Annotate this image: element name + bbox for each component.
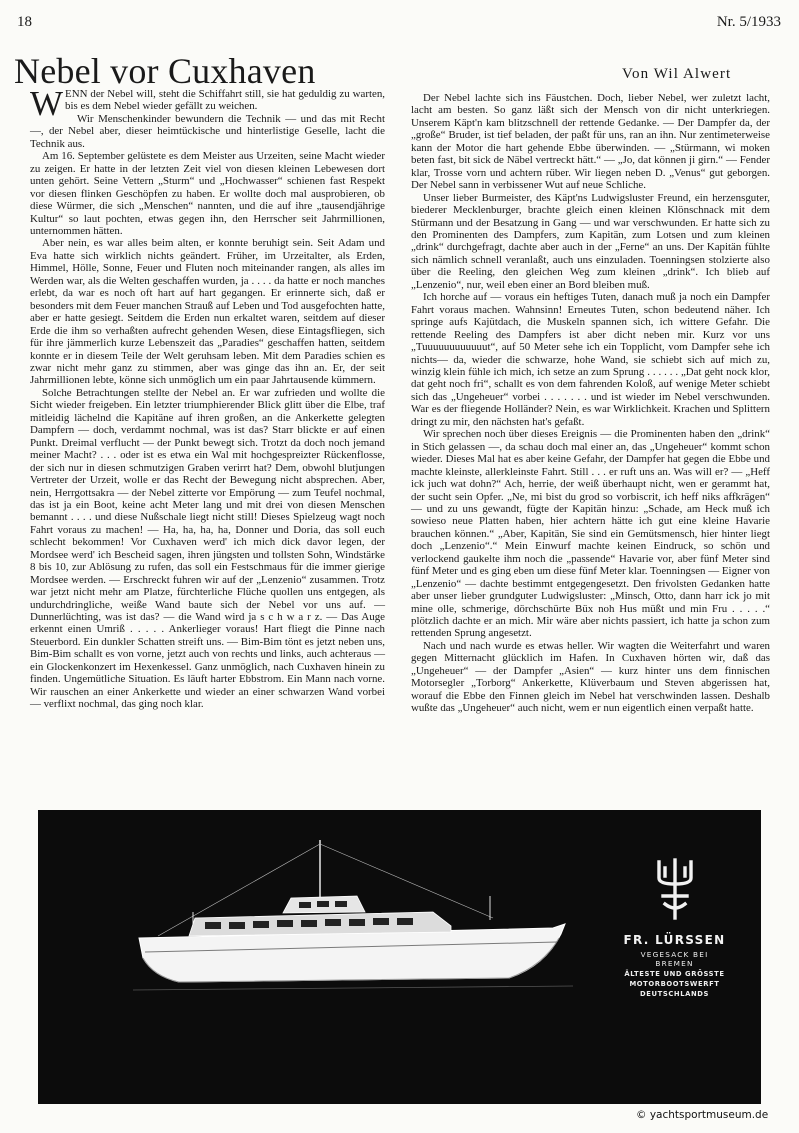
paragraph: Der Nebel lachte sich ins Fäustchen. Doch, lieber Nebel, wer zuletzt lacht, lacht am besten. So ganz läßt sich der Mensch von dir nicht unterkriegen. Unserem Käpt'n kam blitzschnell der rettende Gedanke. — Der Dampfer da, der „große“ Bruder, ist tief beladen, der paßt für uns, ran an ihn. Nur zentimeterweise kann der Motor die hart gehende Ebbe überwinden. — „Stürmann, wi moken beten fast, bit sick de Näbel vertreckt hätt.“ — „Jo, dat können ji girn.“ — Fender klar, Trosse vorn und achtern rüber. Wir liegen neben D. „Venus“ gut geborgen. Der Nebel sann in verbissener Wut auf neue Schliche. bbox=[411, 92, 770, 192]
issue-number: Nr. 5/1933 bbox=[716, 14, 781, 30]
paragraph: Wir sprechen noch über dieses Ereignis — die Prominenten haben den „drink“ in Stich gelassen —, da schau doch mal einer an, das „Ungeheuer“ kommt schon wieder. Dieses Mal hat es aber keine Gefahr, der Dampfer hat gegen die Ebbe und machte kleinste, allerkleinste Fahrt. Still . . . er ruft uns an. Was will er? — „Heff ick juch wat dohn?“ Ach, herrie, der weiß überhaupt nicht, wen er gerammt hat, der sucht sein Opfer. „Ne, mi bist du grod so vorbiscrit, ich heff niks affkrägen“ — und zu uns gewandt, fügte der Kapitän hinzu: „Schade, am Heck muß ich sowieso neue Platten haben, hier achtern hätte ich gut eine kleine Havarie brauchen können.“ „Aber, Kapitän, Sie sind ein Gemütsmensch, hier hinter liegt doch „Lenzenio“.“ Mein Einwurf machte keinen Eindruck, so schön und verlockend gaukelte ihm noch die „passende“ Havarie vor, aber fünf Meter sind fünf Meter und es ging eben um diese fünf Meter klar. Toenningsen — Eigner von „Lenzenio“ — dachte bestimmt entgegengesetzt. Den frivolsten Gedanken hatte aber unser lieber grundguter Ludwigsluster: „Minsch, Otto, dann harr ick jo mit mine olle, schmerige, dörchschürte Büx noh Hus müßt und min Fru . . . . .“ plötzlich dachte er an mich. Mir wäre aber nichts passiert, ich hatte ja schon zum rettenden Sprung angesetzt. bbox=[411, 428, 770, 640]
advert-brand: FR. LÜRSSEN bbox=[623, 933, 726, 947]
motor-yacht-illustration bbox=[133, 840, 573, 1010]
advert-claim-line: DEUTSCHLANDS bbox=[639, 990, 710, 998]
paragraph: Am 16. September gelüstete es dem Meister aus Urzeiten, seine Macht wieder zu zeigen. Er hatte in der letzten Zeit viel von diesen kleinen Lebewesen dort unten gehört. Seine Vettern „Sturm“ und „Hochwasser“ schienen fast Respekt vor diesen flinken Geschöpfen zu haben. Er wollte doch mal ausprobieren, ob diese Würmer, die sich „Menschen“ nannten, und die auf ihre „tausendjährige Kultur“ so laut pochten, etwas gegen ihn, den Herrscher seit Jahrmillionen, unternommen hätten. bbox=[30, 150, 385, 237]
paragraph: Unser lieber Burmeister, des Käpt'ns Ludwigsluster Freund, ein herzensguter, biederer Mecklenburger, brachte gleich einen kleinen Klönschnack mit dem Stürmann und der Besatzung in Gang — und war verschwunden. Er hatte sich zu den Prominenten des Dampfers, zum Kapitän, zum Lotsen und zum kleinen „drink“ durchgefragt, dachte aber auch in der „Ferne“ an uns. Der Kapitän fühlte sich nämlich schnell veranlaßt, auch uns einzuladen. Toenningsen stolzierte also über die Reeling, den gleichen Weg zum kleinen „drink“. Ich blieb auf „Lenzenio“, nur, weil eben einer an Bord bleiben muß. bbox=[411, 191, 770, 291]
paragraph: WENN der Nebel will, steht die Schiffahrt still, sie hat geduldig zu warten, bis es dem Nebel wieder gefällt zu weichen. bbox=[30, 84, 385, 123]
luerssen-advertisement bbox=[38, 810, 761, 1104]
paragraph: Aber nein, es war alles beim alten, er konnte beruhigt sein. Seit Adam und Eva hatte sich wirklich nichts geändert. Früher, im Urzeitalter, als Erden, Himmel, Hölle, Sonne, Feuer und Fluten noch miteinander rangen, als alles im Werden war, als die Welten geschaffen wurden, ja . . . . da hatte er noch manches erlebt, da war es noch oft hart auf hart gegangen. Er erinnerte sich, daß er besonders mit dem Feuer manchen Strauß auf Leben und Tod ausgefochten hatte, aber er hatte gesiegt. Seitdem die Erden nun erkaltet waren, seitdem auf dieser Erde die ihm so verhaßten aufrecht gehenden Wesen, diese Eintagsfliegen, sich für ihre jämmerlich kurze Lebenszeit das „Paradies“ geschaffen hatten, seitdem konnte er in diesem Teile der Welt geruhsam leben. Mit dem Paradies schien es zwar nicht mehr ganz zu stimmen, aber was ginge das ihn an. Er, der seit Jahrmillionen lebte, könne sich unmöglich um ein paar Jahrtausende kümmern. bbox=[30, 237, 385, 387]
article-title: Nebel vor Cuxhaven bbox=[14, 51, 316, 91]
article-author: Von Wil Alwert bbox=[622, 66, 732, 82]
paragraph: Wir Menschenkinder bewundern die Technik — und das mit Recht —, der Nebel aber, dieser heimtückische und hinterlistige Geselle, lacht die Technik aus. bbox=[30, 112, 385, 150]
luerssen-trident-logo bbox=[653, 856, 697, 922]
paragraph: Nach und nach wurde es etwas heller. Wir wagten die Weiterfahrt und waren gegen Mitternacht glücklich im Hafen. In Cuxhaven hörten wir, daß das „Ungeheuer“ — der Dampfer „Asien“ — kurz hinter uns dem finnischen Motorsegler „Torborg“ Ankerkette, Klüverbaum und Steven abgerissen hat, worauf die Ebbe den Finnen gleich im Nebel hat verschwinden lassen. Deshalb wußte das „Ungeheuer“ auch nicht, wem er nun eigentlich einen verpaßt hatte. bbox=[411, 639, 770, 715]
paragraph: Ich horche auf — voraus ein heftiges Tuten, danach muß ja noch ein Dampfer Fahrt voraus machen. Wahnsinn! Erneutes Tuten, schon bedeutend näher. Ich springe aufs Kajütdach, die Muskeln spannen sich, ich wittere Gefahr. Die rettende Reeling des Dampfers ist aber dicht neben mir. Kurz vor uns „Tuuuuuuuuuuuut“, auf 50 Meter sehe ich ein Topplicht, vom Dampfer sehe ich nichts— da, wieder die schwarze, hohe Wand, sie schiebt sich auf mich zu, winzig klein fühle ich mich, ich setze an zum Sprung . . . . . . „Dat geht nock klor, dat geht noch fri“, schallt es von dem fahrenden Koloß, auf wenige Meter schiebt sich das „Ungeheuer“ vorbei . . . . . . . und ist wieder im Nebel verschwunden. War es der fliegende Holländer? Nein, es war Wirklichkeit. Krachen und Splittern dringt zu mir, den nächsten hat's gefaßt. bbox=[411, 291, 770, 428]
advert-location: VEGESACK BEI BREMEN bbox=[640, 950, 709, 968]
page-number: 18 bbox=[17, 14, 32, 30]
museum-watermark: © yachtsportmuseum.de bbox=[636, 1109, 769, 1121]
paragraph: Solche Betrachtungen stellte der Nebel an. Er war zufrieden und wollte die Sicht wieder freigeben. Ein letzter triumphierender Blick glitt über die Elbe, traf mitleidig lächelnd die Kapitäne auf ihren großen, an die Ankerkette gelegten Dampfern — doch, verdammt nochmal, was ist das? Starr blickte er auf einen Punkt. Dreimal verflucht — der Punkt bewegt sich. Trotzt da doch noch jemand meiner Macht? . . . oder ist es etwa ein Wal mit hochgespreizter Rückenflosse, der sich nur in diesen schmutzigen Graben verirrt hat? Dem, obwohl blutjungen Vertreter der Urzeit, wolle er das Recht der Bewegung nicht absprechen. Aber, nein, Herrgottsakra — der Nebel zitterte vor Empörung — zum Teufel nochmal, das ist ja ein Boot, keine acht Meter lang und mit drei von diesen Menschen bemannt . . . . und diese Nußschale liegt nicht still! Dieses Spielzeug wagt noch Fahrt voraus zu machen! — Ha, ha, ha, ha, Donner und Doria, das soll euch schlecht bekommen! Vor Cuxhaven werd' ich mich dick davor legen, der Mordsee werd' ich Bescheid sagen, ihren jüngsten und tollsten Sohn, Windstärke 8 bis 10, zur Ablösung zu rufen, das soll ein Festschmaus für die immer gierige Mordsee werden. — Erschreckt fuhren wir auf der „Lenzenio“ zusammen. Trotz war jetzt nicht mehr am Platze, fürchterliche Flüche quollen uns entgegen, als undurchdringliche, weiße Wand baute sich der Nebel vor uns auf. — Dunnerlüchting, was ist das? — die Wand wird ja s c h w a r z. — Das Auge erkennt einen Umriß . . . . . Ankerlieger voraus! Hart fliegt die Pinne nach Steuerbord. Ein dunkler Schatten streift uns. — Bim-Bim tönt es jetzt neben uns, Bim-Bim schallt es von vorne, jetzt auch von rechts und links, auch achteraus — ein Glockenkonzert im Hexenkessel. Ganz unmöglich, nach Cuxhaven hinein zu finden. Ungemütliche Situation. Es läuft harter Ebbstrom. Ein Mann nach vorne. Wir rauschen an einer Ankerkette und wieder an einer schwarzen Wand vorbei — verflixt nochmal, das ging noch klar. bbox=[30, 386, 385, 711]
advert-claim-line: MOTORBOOTSWERFT bbox=[629, 980, 720, 988]
article-column-left bbox=[30, 84, 385, 711]
advert-claim-line: ÄLTESTE UND GRÖSSTE bbox=[624, 970, 725, 978]
article-column-right bbox=[411, 92, 770, 715]
advert-claim bbox=[622, 969, 727, 999]
